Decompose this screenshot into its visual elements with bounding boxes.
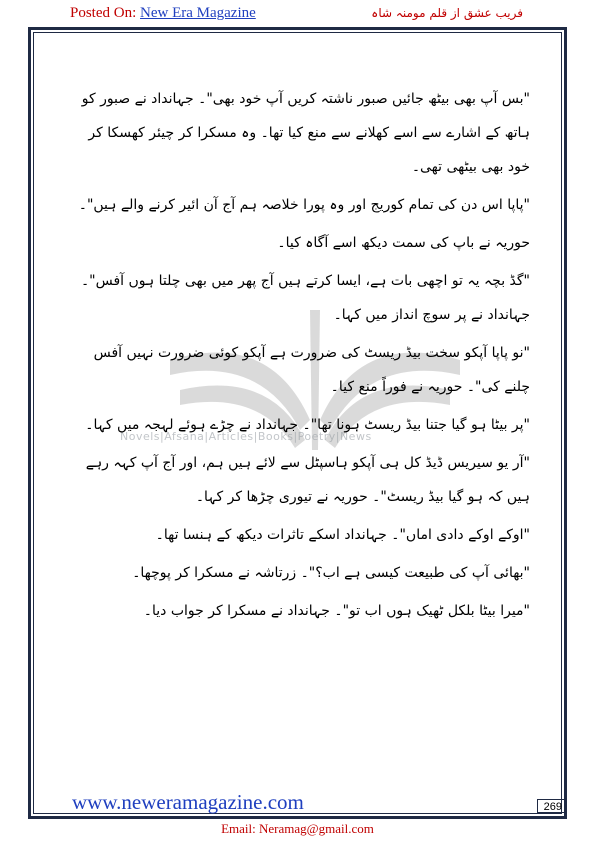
- paragraph: حوریہ نے باپ کی سمت دیکھ اسے آگاہ کیا۔: [277, 235, 530, 251]
- paragraph: "اوکے اوکے دادی اماں"۔ جہانداد اسکے تاثرات دیکھ کے ہنسا تھا۔: [155, 527, 530, 543]
- paragraph: "میرا بیٹا بلکل ٹھیک ہوں اب تو"۔ جہانداد نے مسکرا کر جواب دیا۔: [143, 603, 530, 619]
- website-link[interactable]: www.neweramagazine.com: [72, 790, 304, 814]
- paragraph: "گڈ بچہ یہ تو اچھی بات ہے، ایسا کرتے ہیں آج پھر میں بھی چلتا ہوں آفس"۔ جہانداد نے پر سوچ انداز میں کہا۔: [80, 273, 530, 323]
- watermark-text: Novels|Afsana|Articles|Books|Poetry|News: [120, 430, 372, 443]
- paragraph: "بھائی آپ کی طبیعت کیسی ہے اب؟"۔ زرتاشہ نے مسکرا کر پوچھا۔: [132, 565, 530, 581]
- paragraph: "نو پاپا آپکو سخت بیڈ ریسٹ کی ضرورت ہے آپکو کوئی ضرورت نہیں آفس چلنے کی"۔ حوریہ نے فوراً منع کیا۔: [93, 345, 530, 395]
- paragraph: "پر بیٹا ہو گیا جتنا بیڈ ریسٹ ہونا تھا"۔ جہانداد نے چڑے ہوئے لہجہ میں کہا۔: [85, 417, 530, 433]
- novel-title: فریب عشق از قلم مومنہ شاہ: [371, 6, 523, 20]
- contact-email: Email: Neramag@gmail.com: [221, 821, 374, 836]
- story-body: [68, 82, 530, 632]
- paragraph: "پاپا اس دن کی تمام کوریج اور وہ پورا خلاصہ ہم آج آن ائیر کرنے والے ہیں"۔: [78, 197, 530, 213]
- posted-label: Posted On:: [70, 5, 137, 21]
- posted-on-header: [70, 5, 256, 22]
- site-link[interactable]: New Era Magazine: [140, 5, 256, 21]
- paragraph: "آر یو سیریس ڈیڈ کل ہی آپکو ہاسپٹل سے لائے ہیں ہم، اور آج آپ کہہ رہے ہیں کہ ہو گیا بیڈ ریسٹ"۔ حوریہ نے تیوری چڑھا کر کہا۔: [85, 455, 530, 505]
- page-number: 269: [537, 799, 565, 813]
- paragraph: "بس آپ بھی بیٹھ جائیں صبور ناشتہ کریں آپ خود بھی"۔ جہانداد نے صبور کو ہاتھ کے اشارے سے اسے کھلانے سے منع کیا تھا۔ وہ مسکرا کر چیئر کھسکا کر خود بھی بیٹھی تھی۔: [81, 91, 530, 175]
